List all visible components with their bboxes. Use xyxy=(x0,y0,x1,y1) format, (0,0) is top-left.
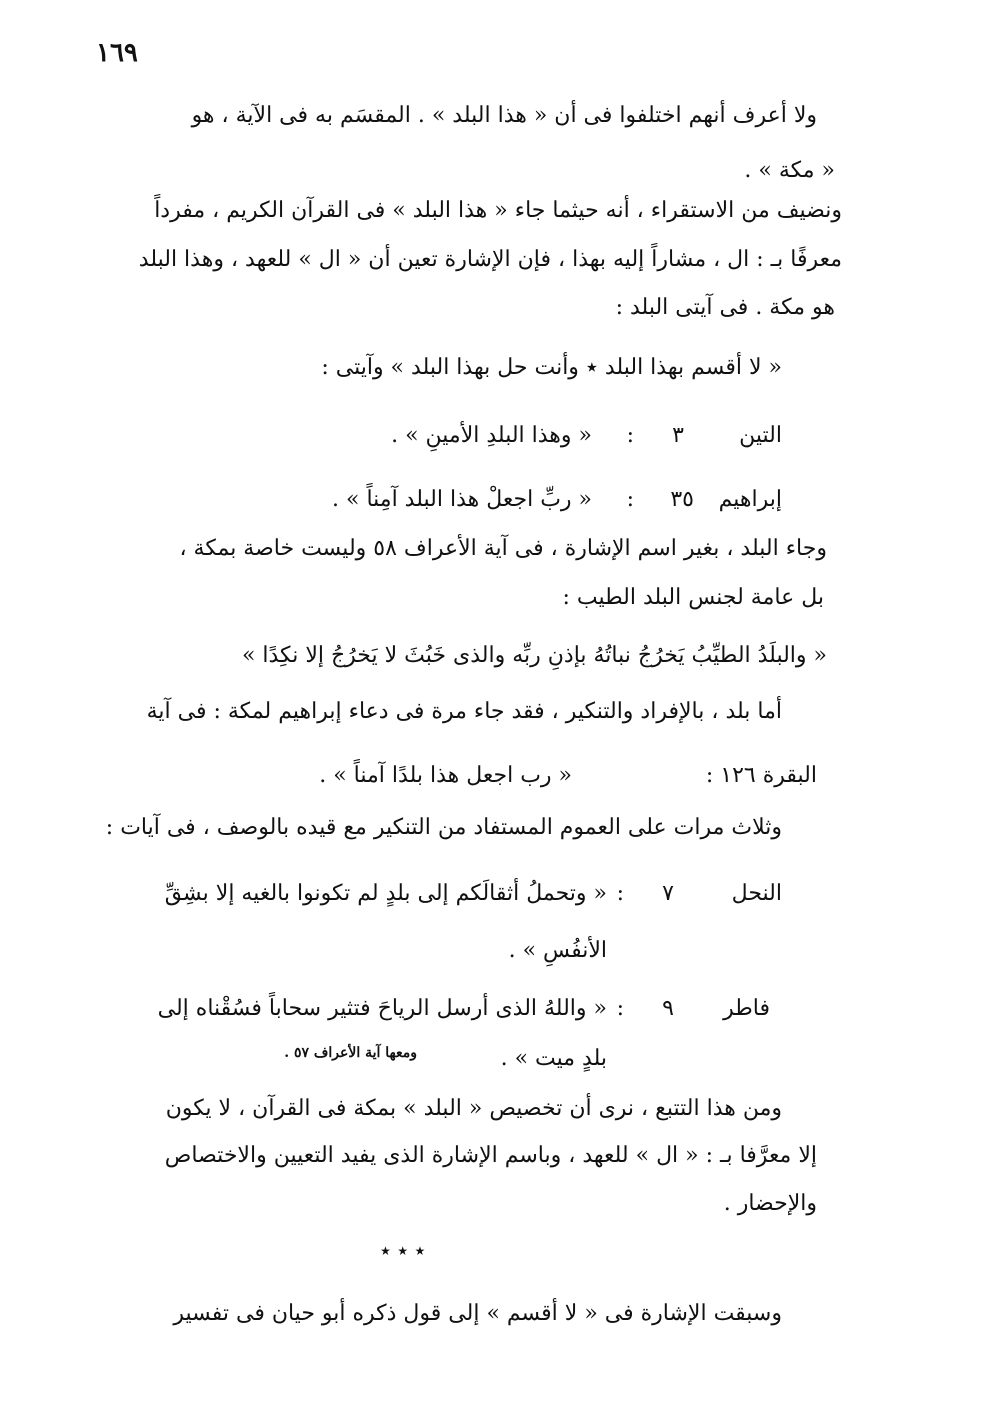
text-line: معرفًا بـ : ال ، مشاراً إليه بهذا ، فإن الإشارة تعين أن « ال » للعهد ، وهذا البلد xyxy=(138,247,842,272)
text-line: ومن هذا التتبع ، نرى أن تخصيص « البلد » بمكة فى القرآن ، لا يكون xyxy=(165,1096,782,1121)
separator: : xyxy=(616,881,624,906)
separator: : xyxy=(626,423,634,448)
verse-number: ٩ xyxy=(662,996,674,1021)
verse-text-cont: الأنفُسِ » . xyxy=(508,938,607,963)
sura-label: البقرة ١٢٦ : xyxy=(705,763,817,788)
separator: : xyxy=(626,487,634,512)
verse-number: ٣٥ xyxy=(670,487,694,512)
text-line: ولا أعرف أنهم اختلفوا فى أن « هذا البلد » . المقسَم به فى الآية ، هو xyxy=(191,103,817,128)
verse-text: « ربِّ اجعلْ هذا البلد آمِناً » . xyxy=(332,487,592,512)
text-line: أما بلد ، بالإفراد والتنكير ، فقد جاء مرة فى دعاء إبراهيم لمكة : فى آية xyxy=(146,699,782,724)
text-line: وثلاث مرات على العموم المستفاد من التنكير مع قيده بالوصف ، فى آيات : xyxy=(105,815,782,840)
sura-name: التين xyxy=(739,423,782,448)
verse-text: « وهذا البلدِ الأمينِ » . xyxy=(391,423,592,448)
verse-text: « واللهُ الذى أرسل الرياحَ فتثير سحاباً فسُقْناه إلى xyxy=(157,996,607,1021)
text-line: وجاء البلد ، بغير اسم الإشارة ، فى آية الأعراف ٥٨ وليست خاصة بمكة ، xyxy=(179,536,827,561)
text-line: ونضيف من الاستقراء ، أنه حيثما جاء « هذا البلد » فى القرآن الكريم ، مفرداً xyxy=(154,198,842,223)
verse-balad: « لا أقسم بهذا البلد ٭ وأنت حل بهذا البلد » وآيتى : xyxy=(321,355,782,380)
sura-name: إبراهيم xyxy=(718,487,782,512)
verse-text: « وتحملُ أثقالَكم إلى بلدٍ لم تكونوا بالغيه إلا بشِقِّ xyxy=(164,881,607,906)
text-line: بل عامة لجنس البلد الطيب : xyxy=(562,585,824,610)
verse-araf: « والبلَدُ الطيِّبُ يَخرُجُ نباتُهُ بإذنِ ربِّه والذى خَبُثَ لا يَخرُجُ إلا نكِدًا » xyxy=(241,643,827,668)
text-line: « مكة » . xyxy=(744,158,835,183)
verse-text-cont: بلدٍ ميت » . xyxy=(500,1046,607,1071)
section-separator: ٭ ٭ ٭ xyxy=(380,1238,426,1262)
verse-text: « رب اجعل هذا بلدًا آمناً » . xyxy=(319,763,572,788)
page-number: ١٦٩ xyxy=(96,38,138,68)
text-line: والإحضار . xyxy=(723,1191,817,1216)
verse-number: ٣ xyxy=(672,423,684,448)
text-line: وسبقت الإشارة فى « لا أقسم » إلى قول ذكره أبو حيان فى تفسير xyxy=(173,1301,782,1326)
verse-number: ٧ xyxy=(662,881,674,906)
sura-name: فاطر xyxy=(723,996,770,1021)
side-note: ومعها آية الأعراف ٥٧ . xyxy=(284,1045,417,1061)
sura-name: النحل xyxy=(731,881,782,906)
text-line: هو مكة . فى آيتى البلد : xyxy=(615,295,835,320)
text-line: إلا معرَّفا بـ : « ال » للعهد ، وباسم الإشارة الذى يفيد التعيين والاختصاص xyxy=(164,1143,817,1168)
separator: : xyxy=(616,996,624,1021)
